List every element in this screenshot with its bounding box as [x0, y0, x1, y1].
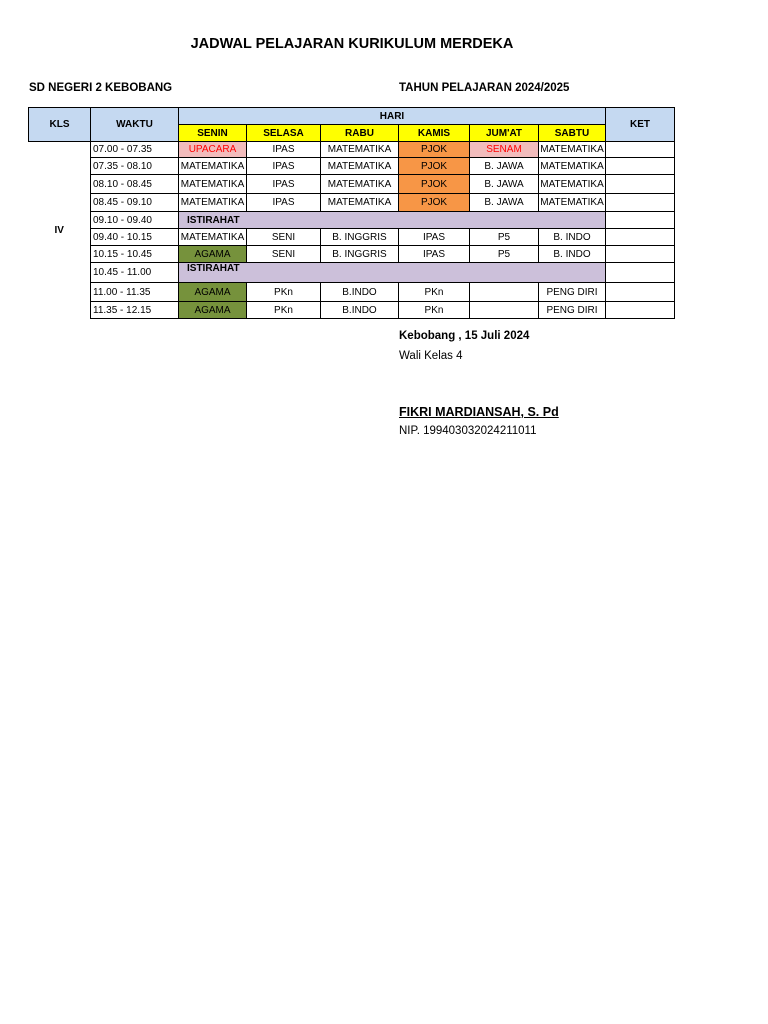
table-row: [29, 212, 675, 229]
signatory-role: Wali Kelas 4: [399, 350, 463, 362]
day-header-rabu: RABU: [321, 125, 399, 142]
waktu-header: WAKTU: [91, 108, 179, 142]
subject-cell: MATEMATIKA: [179, 175, 247, 194]
subject-cell: PKn: [399, 283, 470, 302]
subject-cell: B. JAWA: [470, 175, 539, 194]
document-title: JADWAL PELAJARAN KURIKULUM MERDEKA: [190, 36, 514, 52]
subject-cell: MATEMATIKA: [321, 194, 399, 212]
subject-cell: MATEMATIKA: [539, 158, 606, 175]
time-cell: 07.00 - 07.35: [91, 142, 179, 158]
subject-cell: MATEMATIKA: [321, 175, 399, 194]
subject-cell: IPAS: [247, 142, 321, 158]
kls-header: KLS: [29, 108, 91, 142]
academic-year: TAHUN PELAJARAN 2024/2025: [399, 82, 570, 94]
subject-cell: PJOK: [399, 175, 470, 194]
place-date: Kebobang , 15 Juli 2024: [399, 330, 530, 342]
subject-cell: IPAS: [399, 229, 470, 246]
school-name: SD NEGERI 2 KEBOBANG: [29, 82, 173, 94]
subject-cell: [470, 283, 539, 302]
subject-cell: PJOK: [399, 142, 470, 158]
table-row: [29, 229, 675, 246]
time-cell: 08.45 - 09.10: [91, 194, 179, 212]
day-header-sabtu: SABTU: [539, 125, 606, 142]
subject-cell: MATEMATIKA: [539, 175, 606, 194]
time-cell: 11.35 - 12.15: [91, 302, 179, 319]
subject-cell: IPAS: [247, 158, 321, 175]
table-row: [29, 175, 675, 194]
subject-cell: MATEMATIKA: [179, 158, 247, 175]
subject-cell: B. INGGRIS: [321, 229, 399, 246]
subject-cell: MATEMATIKA: [179, 229, 247, 246]
day-header-jumat: JUM'AT: [470, 125, 539, 142]
break-cell: ISTIRAHAT: [179, 212, 606, 229]
ket-cell: [606, 212, 675, 229]
subject-cell: AGAMA: [179, 302, 247, 319]
time-cell: 07.35 - 08.10: [91, 158, 179, 175]
time-cell: 09.10 - 09.40: [91, 212, 179, 229]
subject-cell: MATEMATIKA: [321, 142, 399, 158]
day-header-senin: SENIN: [179, 125, 247, 142]
schedule-table: [28, 107, 675, 319]
subject-cell: PJOK: [399, 158, 470, 175]
ket-cell: [606, 302, 675, 319]
subject-cell: B. INDO: [539, 229, 606, 246]
subject-cell: PENG DIRI: [539, 283, 606, 302]
day-header-kamis: KAMIS: [399, 125, 470, 142]
class-cell: IV: [29, 142, 91, 319]
subject-cell: IPAS: [247, 175, 321, 194]
subject-cell: PENG DIRI: [539, 302, 606, 319]
subject-cell: P5: [470, 246, 539, 263]
signatory-nip: NIP. 199403032024211011: [399, 425, 537, 437]
hari-header: HARI: [179, 108, 606, 125]
subject-cell: AGAMA: [179, 283, 247, 302]
ket-cell: [606, 142, 675, 158]
subject-cell: B.INDO: [321, 283, 399, 302]
subject-cell: MATEMATIKA: [539, 194, 606, 212]
subject-cell: MATEMATIKA: [179, 194, 247, 212]
subject-cell: B. JAWA: [470, 158, 539, 175]
time-cell: 10.15 - 10.45: [91, 246, 179, 263]
day-header-selasa: SELASA: [247, 125, 321, 142]
ket-cell: [606, 194, 675, 212]
time-cell: 11.00 - 11.35: [91, 283, 179, 302]
subject-cell: [470, 302, 539, 319]
subject-cell: B. INGGRIS: [321, 246, 399, 263]
subject-cell: AGAMA: [179, 246, 247, 263]
subject-cell: MATEMATIKA: [539, 142, 606, 158]
subject-cell: UPACARA: [179, 142, 247, 158]
break-cell: ISTIRAHAT: [179, 263, 606, 283]
ket-header: KET: [606, 108, 675, 142]
subject-cell: PJOK: [399, 194, 470, 212]
subject-cell: P5: [470, 229, 539, 246]
ket-cell: [606, 283, 675, 302]
ket-cell: [606, 263, 675, 283]
subject-cell: B. JAWA: [470, 194, 539, 212]
subject-cell: PKn: [399, 302, 470, 319]
subject-cell: PKn: [247, 302, 321, 319]
time-cell: 08.10 - 08.45: [91, 175, 179, 194]
subject-cell: PKn: [247, 283, 321, 302]
table-row: [29, 142, 675, 158]
subject-cell: SENI: [247, 229, 321, 246]
subject-cell: IPAS: [247, 194, 321, 212]
table-row: [29, 158, 675, 175]
subject-cell: B.INDO: [321, 302, 399, 319]
table-row: [29, 194, 675, 212]
ket-cell: [606, 175, 675, 194]
subject-cell: B. INDO: [539, 246, 606, 263]
table-row: [29, 263, 675, 283]
subject-cell: SENAM: [470, 142, 539, 158]
time-cell: 09.40 - 10.15: [91, 229, 179, 246]
table-row: [29, 246, 675, 263]
ket-cell: [606, 246, 675, 263]
time-cell: 10.45 - 11.00: [91, 263, 179, 283]
subject-cell: MATEMATIKA: [321, 158, 399, 175]
subject-cell: IPAS: [399, 246, 470, 263]
subject-cell: SENI: [247, 246, 321, 263]
signatory-name: FIKRI MARDIANSAH, S. Pd: [399, 405, 559, 419]
ket-cell: [606, 229, 675, 246]
ket-cell: [606, 158, 675, 175]
table-row: [29, 302, 675, 319]
table-row: [29, 283, 675, 302]
